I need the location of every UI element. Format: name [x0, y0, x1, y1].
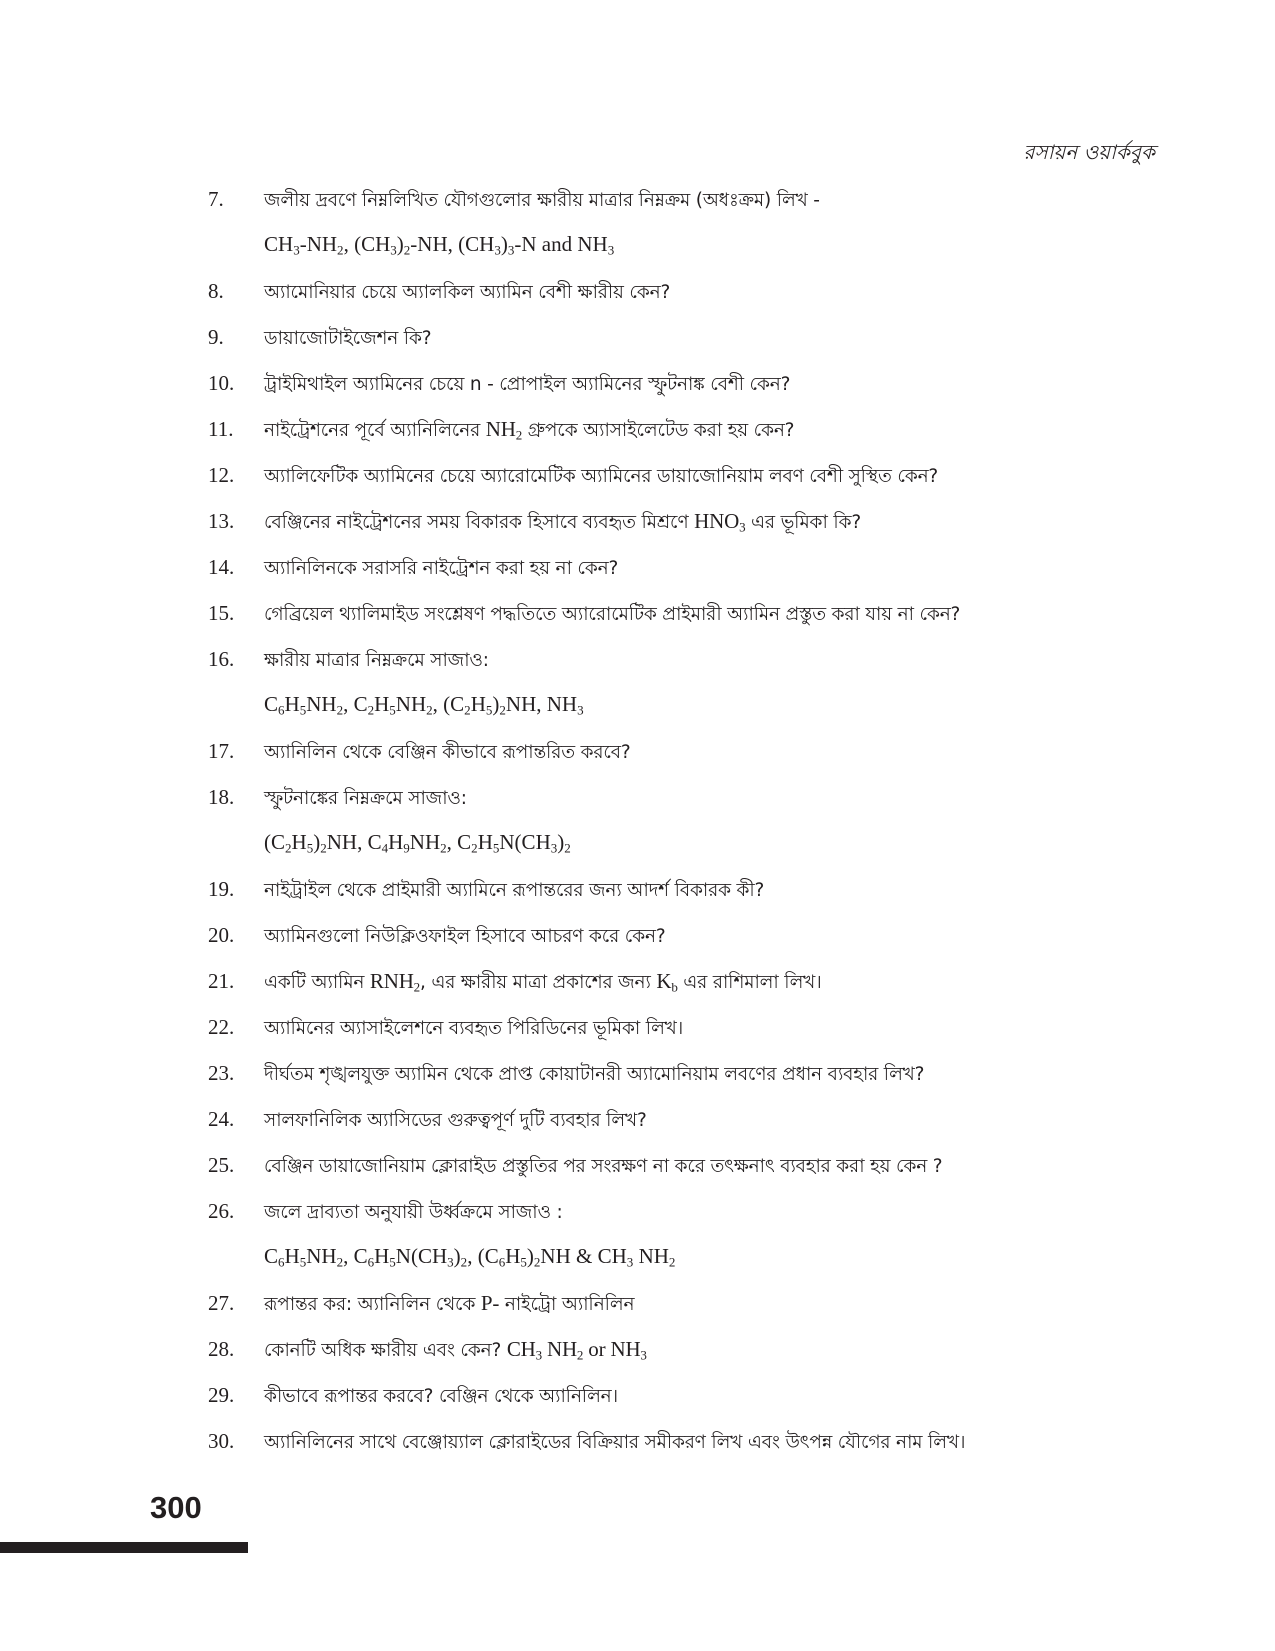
question-15 — [208, 600, 1218, 646]
question-text: ট্রাইমিথাইল অ্যামিনের চেয়ে n - প্রোপাইল অ্যামিনের স্ফুটনাঙ্ক বেশী কেন? — [264, 374, 791, 395]
question-10 — [208, 370, 1218, 416]
question-number: 8. — [208, 279, 224, 303]
question-number: 25. — [208, 1153, 235, 1177]
question-number: 16. — [208, 647, 235, 671]
question-text: অ্যানিলিনকে সরাসরি নাইট্রেশন করা হয় না কেন? — [264, 558, 619, 579]
question-text — [264, 968, 822, 999]
question-9 — [208, 324, 1218, 370]
formula: $C_6H_5NH_2$, $C_2H_5NH_2$, $(C_2H_5)_2NH$, $NH_3$ — [264, 692, 584, 718]
question-text: অ্যানিলিন থেকে বেঞ্জিন কীভাবে রূপান্তরিত করবে? — [264, 742, 631, 763]
question-number: 14. — [208, 555, 235, 579]
question-text-part: কোনটি অধিক ক্ষারীয় এবং কেন? — [264, 1340, 507, 1361]
question-text: গেব্রিয়েল থ্যালিমাইড সংশ্লেষণ পদ্ধতিতে অ্যারোমেটিক প্রাইমারী অ্যামিন প্রস্তুত করা যায় না কেন? — [264, 604, 961, 625]
formula: $(C_2H_5)_2NH$, $C_4H_9NH_2$, $C_2H_5N(CH_3)_2$ — [264, 830, 571, 856]
formula: $K_b$ — [656, 969, 678, 995]
question-16-formula — [208, 692, 1218, 738]
footer-bar — [0, 1542, 248, 1553]
question-30 — [208, 1428, 1218, 1474]
formula: $CH_3-NH_2$, $(CH_3)_2-NH$, $(CH_3)_3-N$ and $NH_3$ — [264, 232, 615, 258]
question-text: জলে দ্রাব্যতা অনুযায়ী উর্ধ্বক্রমে সাজাও : — [264, 1202, 563, 1223]
question-number: 19. — [208, 877, 235, 901]
question-number: 10. — [208, 371, 235, 395]
question-18 — [208, 784, 1218, 830]
question-number: 30. — [208, 1429, 235, 1453]
question-17 — [208, 738, 1218, 784]
question-number: 18. — [208, 785, 235, 809]
question-21 — [208, 968, 1218, 1014]
question-text — [264, 1290, 634, 1321]
question-text-part: এর ভূমিকা কি? — [745, 512, 861, 533]
question-text-part: বেঞ্জিনের নাইট্রেশনের সময় বিকারক হিসাবে ব্যবহৃত মিশ্রণে — [264, 512, 695, 533]
question-number: 28. — [208, 1337, 235, 1361]
question-16 — [208, 646, 1218, 692]
question-number: 15. — [208, 601, 235, 625]
question-number: 11. — [208, 417, 234, 441]
question-7-formula — [208, 232, 1218, 278]
question-number: 29. — [208, 1383, 235, 1407]
question-8 — [208, 278, 1218, 324]
question-13 — [208, 508, 1218, 554]
question-number: 9. — [208, 325, 224, 349]
formula: P- — [480, 1291, 500, 1315]
formula: $HNO_3$ — [694, 509, 746, 535]
question-text-part: নাইট্রেশনের পূর্বে অ্যানিলিনের — [264, 420, 486, 441]
question-23 — [208, 1060, 1218, 1106]
question-11 — [208, 416, 1218, 462]
question-text: দীর্ঘতম শৃঙ্খলযুক্ত অ্যামিন থেকে প্রাপ্ত কোয়াটানরী অ্যামোনিয়াম লবণের প্রধান ব্যবহার লিখ? — [264, 1064, 925, 1085]
running-header: রসায়ন ওয়ার্কবুক — [1023, 140, 1155, 164]
question-text: ক্ষারীয় মাত্রার নিম্নক্রমে সাজাও: — [264, 650, 489, 671]
question-text: অ্যামোনিয়ার চেয়ে অ্যালকিল অ্যামিন বেশী ক্ষারীয় কেন? — [264, 282, 671, 303]
question-text: অ্যালিফেটিক অ্যামিনের চেয়ে অ্যারোমেটিক অ্যামিনের ডায়াজোনিয়াম লবণ বেশী সুস্থিত কেন? — [264, 466, 939, 487]
question-text: অ্যামিনের অ্যাসাইলেশনে ব্যবহৃত পিরিডিনের ভূমিকা লিখ। — [264, 1018, 684, 1039]
question-text: কীভাবে রূপান্তর করবে? বেঞ্জিন থেকে অ্যানিলিন। — [264, 1386, 618, 1407]
question-26-formula — [208, 1244, 1218, 1290]
question-text: নাইট্রাইল থেকে প্রাইমারী অ্যামিনে রূপান্তরের জন্য আদর্শ বিকারক কী? — [264, 880, 765, 901]
question-text: অ্যামিনগুলো নিউক্লিওফাইল হিসাবে আচরণ করে কেন? — [264, 926, 666, 947]
formula: $C_6H_5NH_2$, $C_6H_5N(CH_3)_2$, $(C_6H_5)_2NH$ & $CH_3$ $NH_2$ — [264, 1244, 676, 1270]
question-20 — [208, 922, 1218, 968]
question-18-formula — [208, 830, 1218, 876]
question-28 — [208, 1336, 1218, 1382]
question-22 — [208, 1014, 1218, 1060]
question-number: 13. — [208, 509, 235, 533]
question-number: 24. — [208, 1107, 235, 1131]
question-text: ডায়াজোটাইজেশন কি? — [264, 328, 432, 349]
question-number: 27. — [208, 1291, 235, 1315]
question-number: 17. — [208, 739, 235, 763]
question-text — [264, 1336, 647, 1367]
question-text-part: একটি অ্যামিন — [264, 972, 370, 993]
question-19 — [208, 876, 1218, 922]
question-list — [208, 186, 1218, 1474]
question-number: 21. — [208, 969, 235, 993]
question-text: অ্যানিলিনের সাথে বেঞ্জোয়্যাল ক্লোরাইডের বিক্রিয়ার সমীকরণ লিখ এবং উৎপন্ন যৌগের নাম লিখ। — [264, 1432, 966, 1453]
formula: $CH_3$ $NH_2$ or $NH_3$ — [506, 1337, 647, 1363]
question-text: স্ফুটনাঙ্কের নিম্নক্রমে সাজাও: — [264, 788, 467, 809]
question-7 — [208, 186, 1218, 232]
question-26 — [208, 1198, 1218, 1244]
question-14 — [208, 554, 1218, 600]
question-text-part: এর রাশিমালা লিখ। — [677, 972, 822, 993]
question-27 — [208, 1290, 1218, 1336]
question-25 — [208, 1152, 1218, 1198]
question-number: 20. — [208, 923, 235, 947]
question-29 — [208, 1382, 1218, 1428]
question-number: 12. — [208, 463, 235, 487]
formula: $NH_2$ — [485, 417, 522, 443]
question-text-part: নাইট্রো অ্যানিলিন — [499, 1294, 635, 1315]
question-text: জলীয় দ্রবণে নিম্নলিখিত যৌগগুলোর ক্ষারীয় মাত্রার নিম্নক্রম (অধঃক্রম) লিখ - — [264, 190, 820, 211]
question-number: 22. — [208, 1015, 235, 1039]
question-text: সালফানিলিক অ্যাসিডের গুরুত্বপূর্ণ দুটি ব্যবহার লিখ? — [264, 1110, 647, 1131]
question-number: 7. — [208, 187, 224, 211]
question-number: 26. — [208, 1199, 235, 1223]
question-text-part: রূপান্তর কর: অ্যানিলিন থেকে — [264, 1294, 481, 1315]
question-24 — [208, 1106, 1218, 1152]
formula: $RNH_2$ — [369, 969, 420, 995]
question-text-part: , এর ক্ষারীয় মাত্রা প্রকাশের জন্য — [419, 972, 657, 993]
question-text — [264, 508, 861, 539]
question-text — [264, 416, 794, 447]
question-number: 23. — [208, 1061, 235, 1085]
question-12 — [208, 462, 1218, 508]
question-text: বেঞ্জিন ডায়াজোনিয়াম ক্লোরাইড প্রস্তুতির পর সংরক্ষণ না করে তৎক্ষনাৎ ব্যবহার করা হয় কেন ? — [264, 1156, 943, 1177]
question-text-part: গ্রুপকে অ্যাসাইলেটেড করা হয় কেন? — [522, 420, 795, 441]
page-number: 300 — [150, 1490, 202, 1525]
